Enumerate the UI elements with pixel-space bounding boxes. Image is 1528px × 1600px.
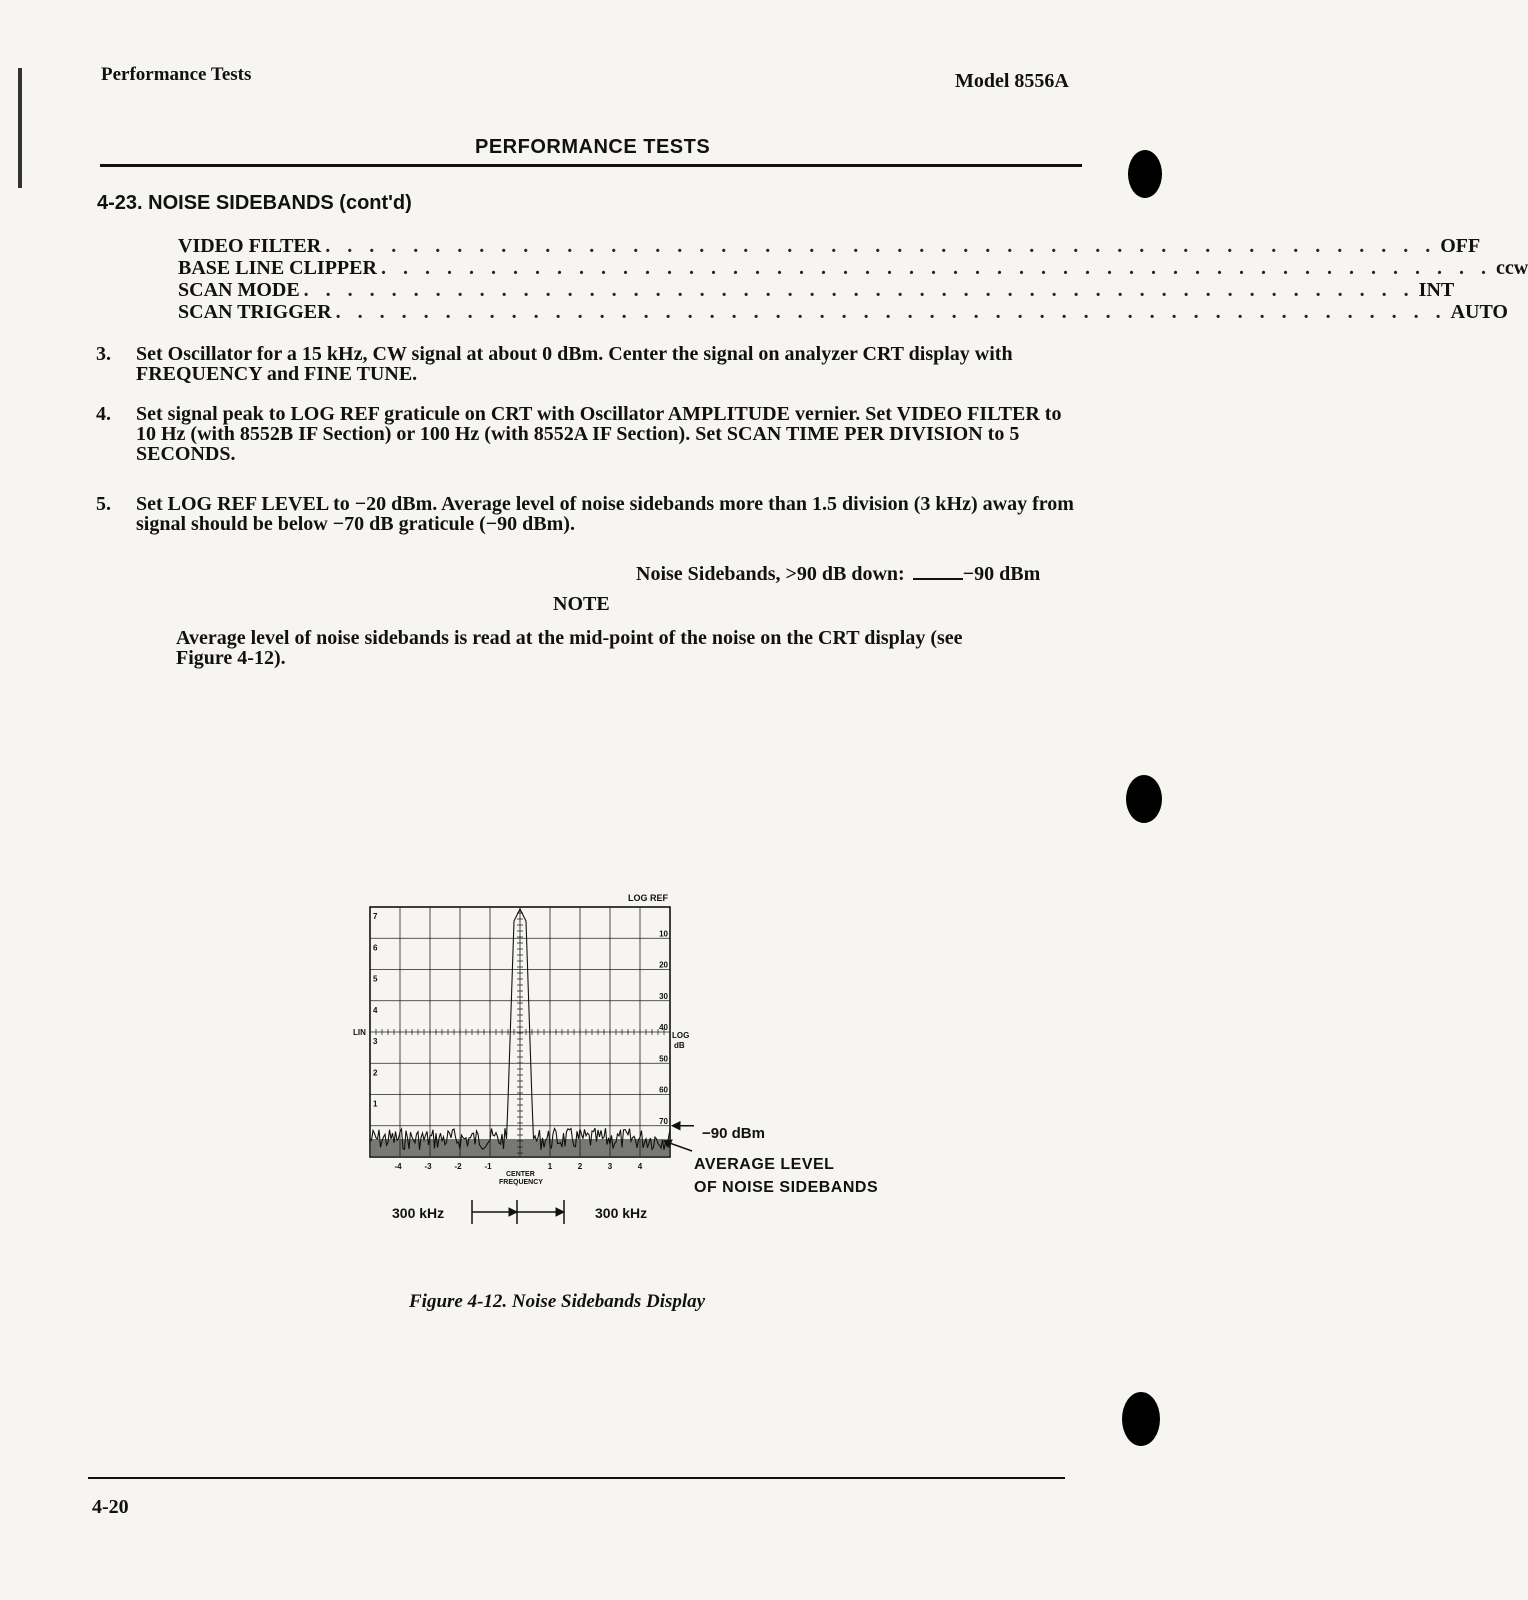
- db-tick-label: 40: [659, 1023, 668, 1032]
- noise-sidebands-figure: [340, 885, 880, 1235]
- lin-tick-label: 1: [373, 1099, 378, 1109]
- punch-hole: [1126, 775, 1162, 823]
- setting-value: ccw: [1495, 257, 1528, 279]
- span-left-label: 300 kHz: [392, 1205, 445, 1221]
- running-header-right: Model 8556A: [955, 70, 1069, 92]
- freq-tick-label: -1: [484, 1162, 492, 1171]
- avg-label-2: OF NOISE SIDEBANDS: [694, 1179, 879, 1196]
- step-number: 5.: [96, 493, 111, 515]
- avg-label-1: AVERAGE LEVEL: [694, 1156, 835, 1173]
- crt-graticule: [370, 907, 670, 1157]
- freq-tick-label: -2: [454, 1162, 462, 1171]
- db-tick-label: 10: [659, 929, 668, 939]
- step-text: Set signal peak to LOG REF graticule on CRT with Oscillator AMPLITUDE vernier. Set VIDEO FILTER to 10 Hz (with 8552B IF Section) or 100 Hz (with 8552A IF Section). Set SCAN TIME PER DIVISION to 5 SECONDS.: [136, 403, 1062, 465]
- result-line: [636, 560, 1040, 586]
- result-label: Noise Sidebands, >90 dB down:: [636, 563, 905, 585]
- step-4: [96, 404, 1076, 464]
- setting-label: SCAN MODE: [178, 279, 300, 301]
- page-number: 4-20: [92, 1496, 129, 1518]
- lin-tick-label: 3: [373, 1037, 378, 1046]
- db-tick-label: 70: [659, 1116, 668, 1126]
- lin-tick-label: 7: [373, 912, 378, 921]
- db-tick-label: 30: [659, 991, 668, 1001]
- footer-rule: [88, 1477, 1065, 1479]
- lin-tick-label: 6: [373, 943, 378, 953]
- step-number: 3.: [96, 343, 111, 365]
- span-arrowhead: [509, 1208, 517, 1216]
- freq-tick-label: -3: [424, 1162, 432, 1171]
- log-ref-label: LOG REF: [628, 893, 668, 903]
- db-tick-label: 50: [659, 1054, 668, 1064]
- leader-dots: . . . . . . . . . . . . . . . . . . . . . . . . . . . . . . . . . . . . . . . . . . . . . . . . . . .: [380, 257, 1492, 279]
- margin-mark: [18, 68, 22, 188]
- result-blank: [913, 560, 963, 580]
- leader-dots: . . . . . . . . . . . . . . . . . . . . . . . . . . . . . . . . . . . . . . . . . . . . . . . . . . .: [335, 301, 1447, 323]
- leader-dots: . . . . . . . . . . . . . . . . . . . . . . . . . . . . . . . . . . . . . . . . . . . . . . . . . . .: [325, 235, 1437, 257]
- setting-label: BASE LINE CLIPPER: [178, 257, 377, 279]
- setting-row: [178, 301, 1508, 323]
- setting-row: [178, 235, 1481, 257]
- freq-tick-label: 2: [577, 1162, 583, 1171]
- setting-label: VIDEO FILTER: [178, 235, 322, 257]
- lin-tick-label: 2: [373, 1068, 378, 1078]
- section-title: PERFORMANCE TESTS: [475, 136, 711, 158]
- log-label: LOG: [672, 1031, 690, 1040]
- leader-dots: . . . . . . . . . . . . . . . . . . . . . . . . . . . . . . . . . . . . . . . . . . . . . . . . . . .: [303, 279, 1415, 301]
- header-rule: [100, 164, 1082, 167]
- frequency-label: FREQUENCY: [499, 1179, 543, 1186]
- lin-tick-label: 5: [373, 974, 378, 984]
- db-tick-label: 20: [659, 960, 668, 970]
- note-text: Average level of noise sidebands is read at the mid-point of the noise on the CRT display (see Figure 4-12).: [176, 627, 963, 669]
- setting-row: [178, 257, 1528, 279]
- step-5: [96, 494, 1076, 534]
- step-number: 4.: [96, 403, 111, 425]
- note-title: NOTE: [553, 593, 610, 615]
- sub-heading: 4-23. NOISE SIDEBANDS (cont'd): [97, 192, 412, 214]
- setting-row: [178, 279, 1455, 301]
- lin-label: LIN: [353, 1028, 366, 1037]
- db-tick-label: 60: [659, 1085, 668, 1095]
- figure-caption: Figure 4-12. Noise Sidebands Display: [409, 1291, 706, 1312]
- freq-tick-label: 4: [637, 1162, 643, 1171]
- center-label: CENTER: [506, 1171, 535, 1178]
- marker-arrowhead: [672, 1122, 680, 1130]
- span-arrowhead: [556, 1208, 564, 1216]
- result-value: −90 dBm: [962, 563, 1041, 585]
- setting-label: SCAN TRIGGER: [178, 301, 332, 323]
- punch-hole: [1128, 150, 1162, 198]
- step-3: [96, 344, 1076, 384]
- db-label: dB: [674, 1041, 685, 1050]
- freq-tick-label: 1: [547, 1162, 553, 1171]
- setting-value: AUTO: [1450, 301, 1508, 323]
- setting-value: OFF: [1440, 235, 1481, 257]
- freq-tick-label: -4: [394, 1162, 402, 1171]
- freq-tick-label: 3: [607, 1162, 613, 1171]
- settings-list: [178, 235, 1528, 323]
- running-header-left: Performance Tests: [101, 64, 252, 85]
- marker-label: −90 dBm: [702, 1125, 765, 1142]
- step-text: Set LOG REF LEVEL to −20 dBm. Average level of noise sidebands more than 1.5 division (3 kHz) away from signal should be below −70 dB graticule (−90 dBm).: [136, 493, 1074, 535]
- step-text: Set Oscillator for a 15 kHz, CW signal at about 0 dBm. Center the signal on analyzer CRT display with FREQUENCY and FINE TUNE.: [136, 343, 1013, 385]
- noise-floor-band: [371, 1139, 669, 1156]
- punch-hole: [1122, 1392, 1160, 1446]
- span-right-label: 300 kHz: [595, 1205, 648, 1221]
- lin-tick-label: 4: [373, 1005, 378, 1015]
- setting-value: INT: [1418, 279, 1455, 301]
